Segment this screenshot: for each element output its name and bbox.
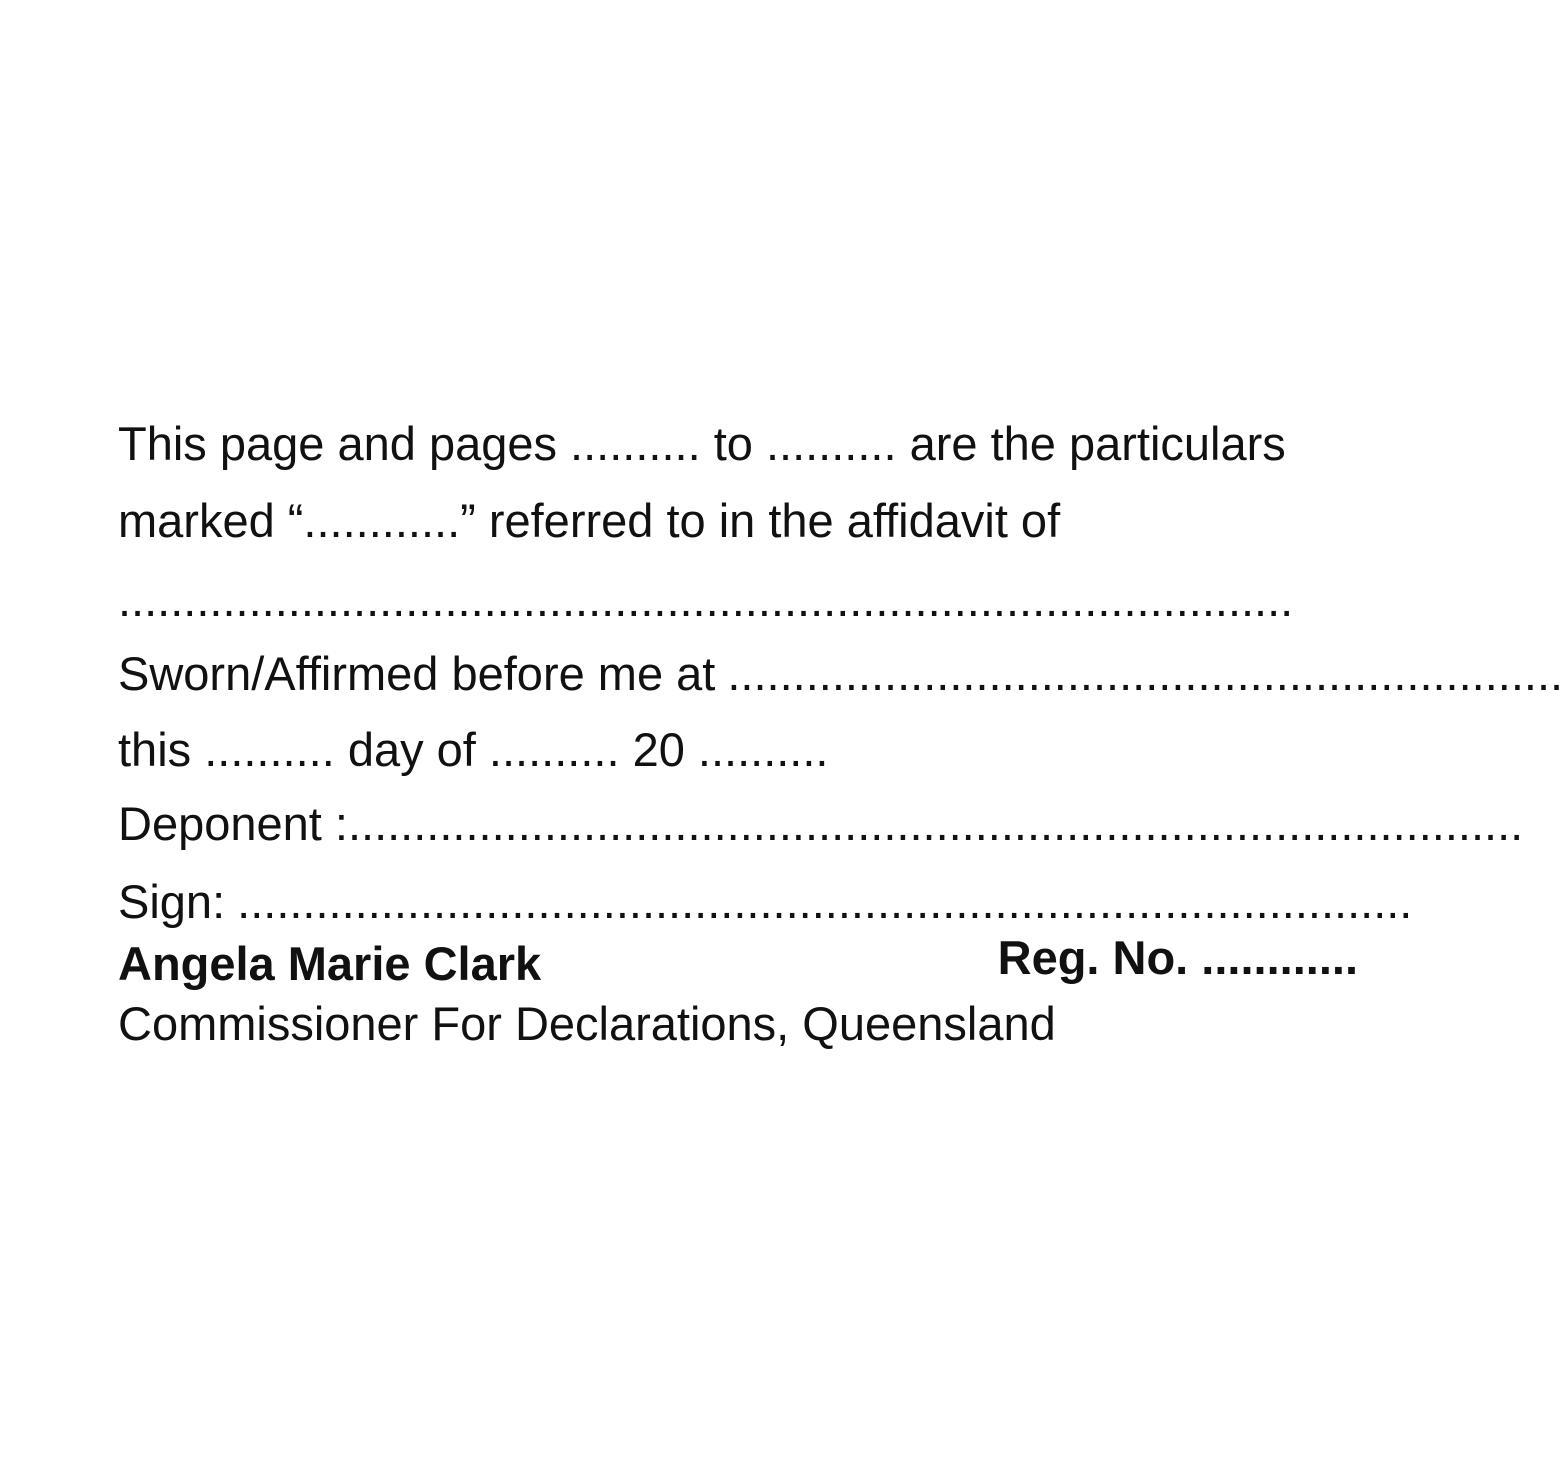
sworn-line xyxy=(118,646,1563,702)
sign-line xyxy=(118,874,1413,930)
date-line: this .......... day of .......... 20 .......... xyxy=(118,723,829,776)
declaration-stamp xyxy=(118,410,1563,1060)
affidavit-name-blank: .......................................................................................... xyxy=(118,573,1294,626)
marked-statement-line: marked “............” referred to in the affidavit of xyxy=(118,494,1061,547)
sign-label: Sign: xyxy=(118,875,226,928)
sworn-label: Sworn/Affirmed before me at xyxy=(118,647,716,700)
deponent-label: Deponent : xyxy=(118,797,348,850)
registration-number: Reg. No. ............ xyxy=(997,931,1358,984)
signature-blank: .......................................................................................... xyxy=(237,875,1413,928)
pages-statement-line: This page and pages .......... to .......... are the particulars xyxy=(118,417,1286,470)
deponent-blank: .......................................................................................... xyxy=(347,797,1524,850)
sworn-location-blank: ................................................................ xyxy=(727,647,1563,700)
commissioner-title: Commissioner For Declarations, Queensland xyxy=(118,997,1056,1050)
commissioner-name: Angela Marie Clark xyxy=(118,937,542,990)
deponent-line xyxy=(118,796,1524,852)
